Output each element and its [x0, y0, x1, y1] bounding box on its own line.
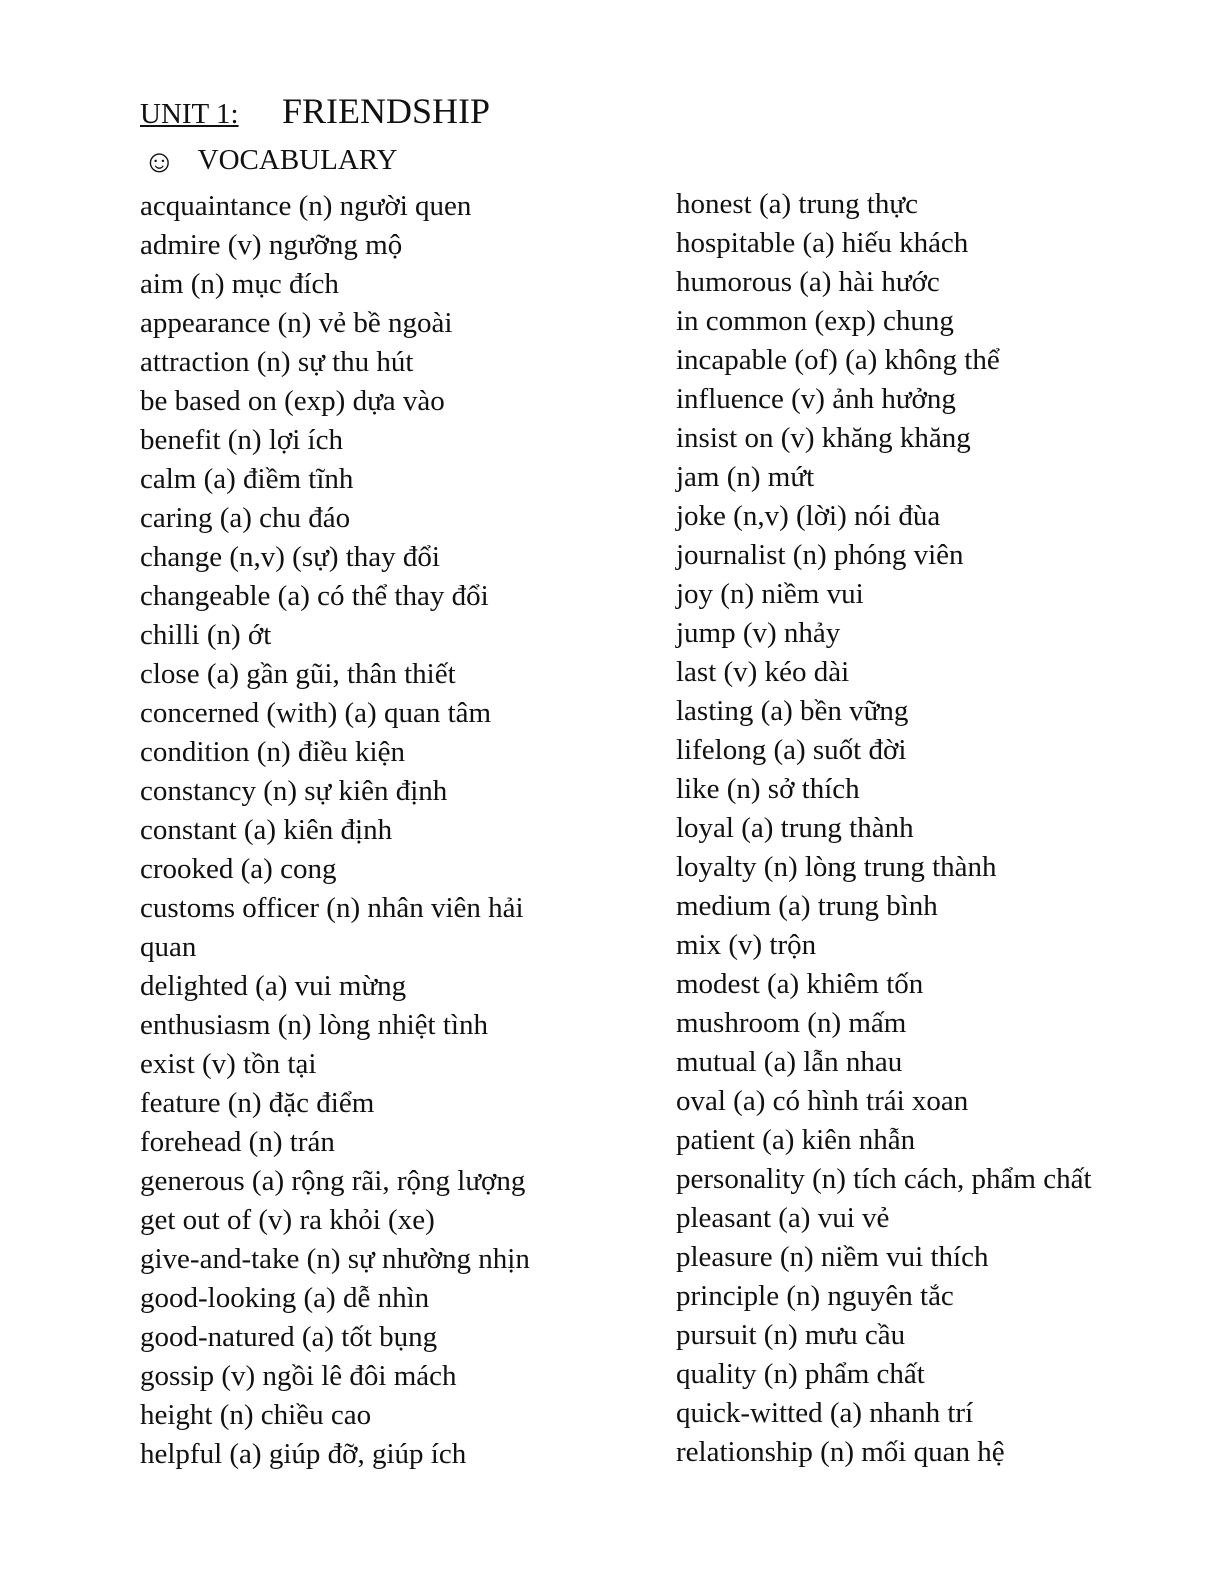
vocabulary-entry: loyal (a) trung thành — [676, 812, 914, 844]
vocabulary-entry: lasting (a) bền vững — [676, 695, 909, 727]
vocabulary-entry: attraction (n) sự thu hút — [140, 346, 414, 378]
vocabulary-entry: acquaintance (n) người quen — [140, 190, 472, 222]
vocabulary-entry: condition (n) điều kiện — [140, 736, 405, 768]
vocabulary-entry: give-and-take (n) sự nhường nhịn — [140, 1243, 530, 1275]
vocabulary-entry: good-natured (a) tốt bụng — [140, 1321, 438, 1353]
vocabulary-entry: jump (v) nhảy — [676, 617, 841, 649]
vocabulary-entry: influence (v) ảnh hưởng — [676, 383, 956, 415]
vocabulary-entry: quality (n) phẩm chất — [676, 1358, 925, 1390]
vocabulary-entry: get out of (v) ra khỏi (xe) — [140, 1204, 435, 1236]
vocabulary-entry: pleasure (n) niềm vui thích — [676, 1241, 989, 1273]
vocabulary-entry: constancy (n) sự kiên định — [140, 775, 448, 807]
unit-label: UNIT 1: — [140, 98, 239, 130]
vocabulary-entry: modest (a) khiêm tốn — [676, 968, 924, 1000]
vocabulary-entry: changeable (a) có thể thay đổi — [140, 580, 489, 612]
vocabulary-entry: hospitable (a) hiếu khách — [676, 227, 969, 259]
section-heading — [143, 144, 397, 180]
vocabulary-entry: honest (a) trung thực — [676, 188, 919, 220]
vocabulary-entry: principle (n) nguyên tắc — [676, 1280, 954, 1312]
vocabulary-entry: humorous (a) hài hước — [676, 266, 940, 298]
vocabulary-entry: height (n) chiều cao — [140, 1399, 372, 1431]
vocabulary-entry: calm (a) điềm tĩnh — [140, 463, 354, 495]
vocabulary-entry: lifelong (a) suốt đời — [676, 734, 907, 766]
vocabulary-entry: be based on (exp) dựa vào — [140, 385, 445, 417]
vocabulary-entry: exist (v) tồn tại — [140, 1048, 317, 1080]
vocabulary-entry: incapable (of) (a) không thể — [676, 344, 1000, 376]
vocabulary-entry: joke (n,v) (lời) nói đùa — [676, 500, 941, 532]
vocabulary-entry: gossip (v) ngồi lê đôi mách — [140, 1360, 457, 1392]
vocabulary-entry: insist on (v) khăng khăng — [676, 422, 971, 454]
vocabulary-entry: benefit (n) lợi ích — [140, 424, 343, 456]
vocabulary-entry: customs officer (n) nhân viên hải — [140, 892, 524, 924]
vocabulary-entry: mushroom (n) mấm — [676, 1007, 907, 1039]
vocabulary-entry: close (a) gần gũi, thân thiết — [140, 658, 456, 690]
vocabulary-list-left — [140, 187, 530, 1474]
vocabulary-entry: appearance (n) vẻ bề ngoài — [140, 307, 453, 339]
vocabulary-entry: relationship (n) mối quan hệ — [676, 1436, 1005, 1468]
vocabulary-entry: joy (n) niềm vui — [676, 578, 864, 610]
vocabulary-entry: aim (n) mục đích — [140, 268, 339, 300]
vocabulary-entry: chilli (n) ớt — [140, 619, 272, 651]
vocabulary-entry: medium (a) trung bình — [676, 890, 938, 922]
vocabulary-entry: pleasant (a) vui vẻ — [676, 1202, 890, 1234]
vocabulary-entry: like (n) sở thích — [676, 773, 860, 805]
vocabulary-entry: last (v) kéo dài — [676, 656, 850, 688]
vocabulary-entry: constant (a) kiên định — [140, 814, 393, 846]
vocabulary-entry: crooked (a) cong — [140, 853, 337, 885]
section-label: VOCABULARY — [197, 144, 398, 176]
vocabulary-entry: change (n,v) (sự) thay đổi — [140, 541, 440, 573]
vocabulary-entry: caring (a) chu đáo — [140, 502, 351, 534]
vocabulary-entry: mix (v) trộn — [676, 929, 817, 961]
vocabulary-entry: pursuit (n) mưu cầu — [676, 1319, 906, 1351]
vocabulary-entry: generous (a) rộng rãi, rộng lượng — [140, 1165, 526, 1197]
vocabulary-entry: helpful (a) giúp đỡ, giúp ích — [140, 1438, 467, 1470]
vocabulary-entry: journalist (n) phóng viên — [676, 539, 964, 571]
vocabulary-entry: quick-witted (a) nhanh trí — [676, 1397, 974, 1429]
vocabulary-entry: loyalty (n) lòng trung thành — [676, 851, 997, 883]
vocabulary-entry: quan — [140, 931, 197, 963]
vocabulary-entry: enthusiasm (n) lòng nhiệt tình — [140, 1009, 488, 1041]
vocabulary-entry: patient (a) kiên nhẫn — [676, 1124, 916, 1156]
vocabulary-entry: in common (exp) chung — [676, 305, 954, 337]
vocabulary-entry: feature (n) đặc điểm — [140, 1087, 375, 1119]
vocabulary-entry: forehead (n) trán — [140, 1126, 335, 1158]
vocabulary-entry: oval (a) có hình trái xoan — [676, 1085, 969, 1117]
vocabulary-entry: personality (n) tích cách, phẩm chất — [676, 1163, 1092, 1195]
vocabulary-entry: admire (v) ngưỡng mộ — [140, 229, 403, 261]
vocabulary-entry: good-looking (a) dễ nhìn — [140, 1282, 430, 1314]
vocabulary-list-right — [676, 185, 1092, 1472]
vocabulary-entry: concerned (with) (a) quan tâm — [140, 697, 492, 729]
vocabulary-entry: jam (n) mứt — [676, 461, 815, 493]
vocabulary-entry: delighted (a) vui mừng — [140, 970, 407, 1002]
vocabulary-entry: mutual (a) lẫn nhau — [676, 1046, 903, 1078]
unit-title: FRIENDSHIP — [282, 91, 491, 131]
smiley-icon: ☺ — [143, 142, 176, 179]
